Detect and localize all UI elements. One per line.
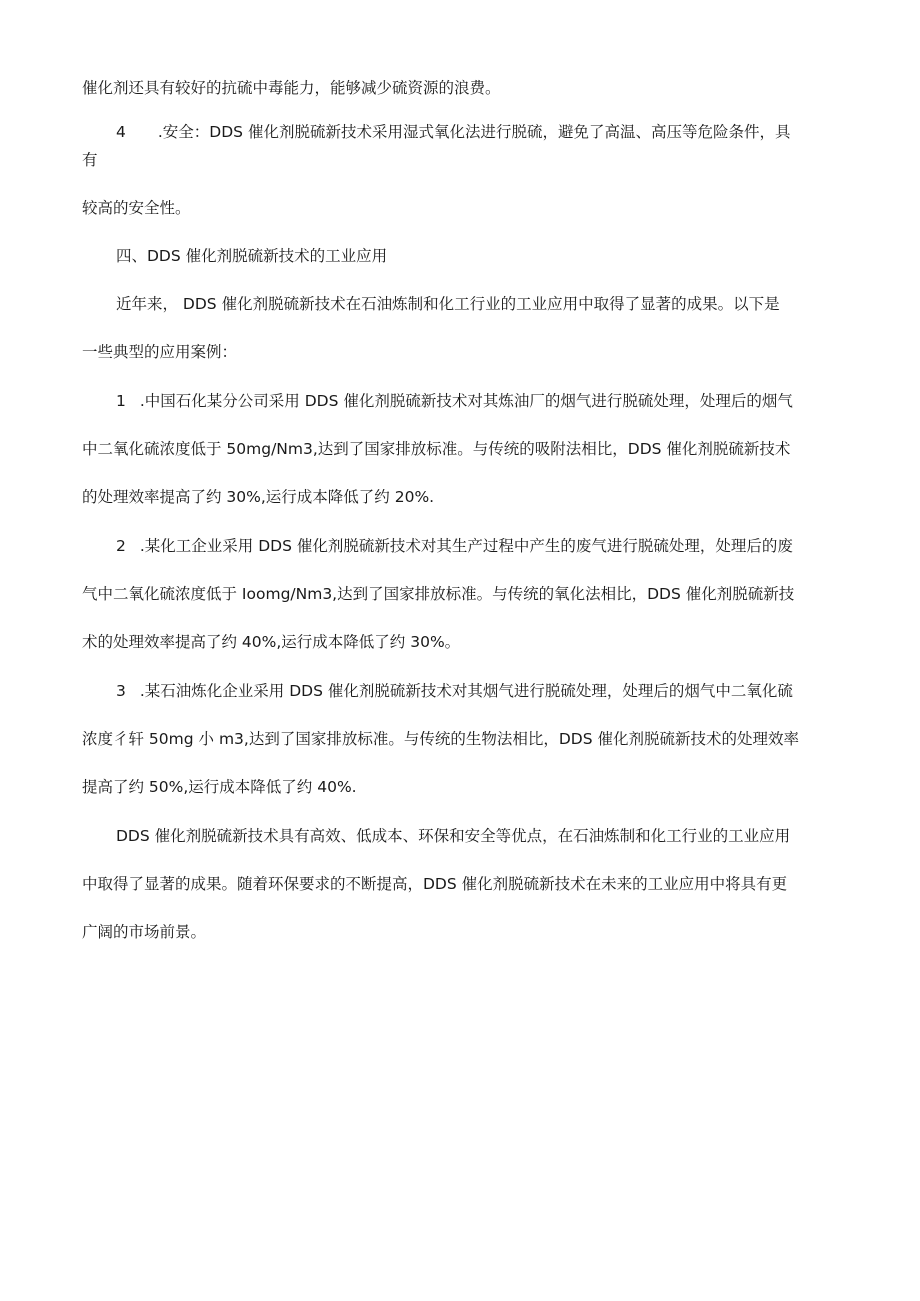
list-number: 1 — [116, 392, 126, 410]
list-item-text: .中国石化某分公司采用 DDS 催化剂脱硫新技术对其炼油厂的烟气进行脱硫处理，处理后的烟气 — [139, 392, 793, 410]
list-item-1 — [116, 391, 842, 411]
section-heading: 四、DDS 催化剂脱硫新技术的工业应用 — [116, 247, 388, 265]
paragraph-line: 广阔的市场前景。 — [82, 923, 207, 941]
list-number: 4 — [116, 123, 126, 141]
paragraph-line: 中取得了显著的成果。随着环保要求的不断提高，DDS 催化剂脱硫新技术在未来的工业应用中将具有更 — [82, 875, 788, 893]
text-line: 的处理效率提高了约 30%,运行成本降低了约 20%. — [82, 488, 435, 506]
paragraph-line: 一些典型的应用案例： — [82, 343, 238, 361]
paragraph-line: 近年来， DDS 催化剂脱硫新技术在石油炼制和化工行业的工业应用中取得了显著的成果。以下是 — [116, 295, 780, 313]
text-line: 浓度彳轩 50mg 小 m3,达到了国家排放标准。与传统的生物法相比，DDS 催化剂脱硫新技术的处理效率 — [82, 730, 799, 748]
text-line: 有 — [82, 151, 98, 169]
text-line: 较高的安全性。 — [82, 199, 191, 217]
list-number: 3 — [116, 682, 126, 700]
text-line: 气中二氧化硫浓度低于 Ioomg/Nm3,达到了国家排放标准。与传统的氧化法相比，DDS 催化剂脱硫新技 — [82, 585, 795, 603]
list-item-text: .某石油炼化企业采用 DDS 催化剂脱硫新技术对其烟气进行脱硫处理，处理后的烟气中二氧化硫 — [139, 682, 793, 700]
list-item-text: .安全：DDS 催化剂脱硫新技术采用湿式氧化法进行脱硫，避免了高温、高压等危险条件，具 — [157, 123, 791, 141]
list-number: 2 — [116, 537, 126, 555]
text-line: 提高了约 50%,运行成本降低了约 40%. — [82, 778, 357, 796]
text-line: 中二氧化硫浓度低于 50mg/Nm3,达到了国家排放标准。与传统的吸附法相比，DDS 催化剂脱硫新技术 — [82, 440, 791, 458]
text-line: 催化剂还具有较好的抗硫中毒能力，能够减少硫资源的浪费。 — [82, 79, 501, 97]
text-line: 术的处理效率提高了约 40%,运行成本降低了约 30%。 — [82, 633, 461, 651]
list-item-3 — [116, 681, 842, 701]
list-item-4 — [116, 122, 842, 142]
list-item-text: .某化工企业采用 DDS 催化剂脱硫新技术对其生产过程中产生的废气进行脱硫处理，处理后的废 — [139, 537, 793, 555]
paragraph-line: DDS 催化剂脱硫新技术具有高效、低成本、环保和安全等优点，在石油炼制和化工行业的工业应用 — [116, 827, 791, 845]
list-item-2 — [116, 536, 842, 556]
